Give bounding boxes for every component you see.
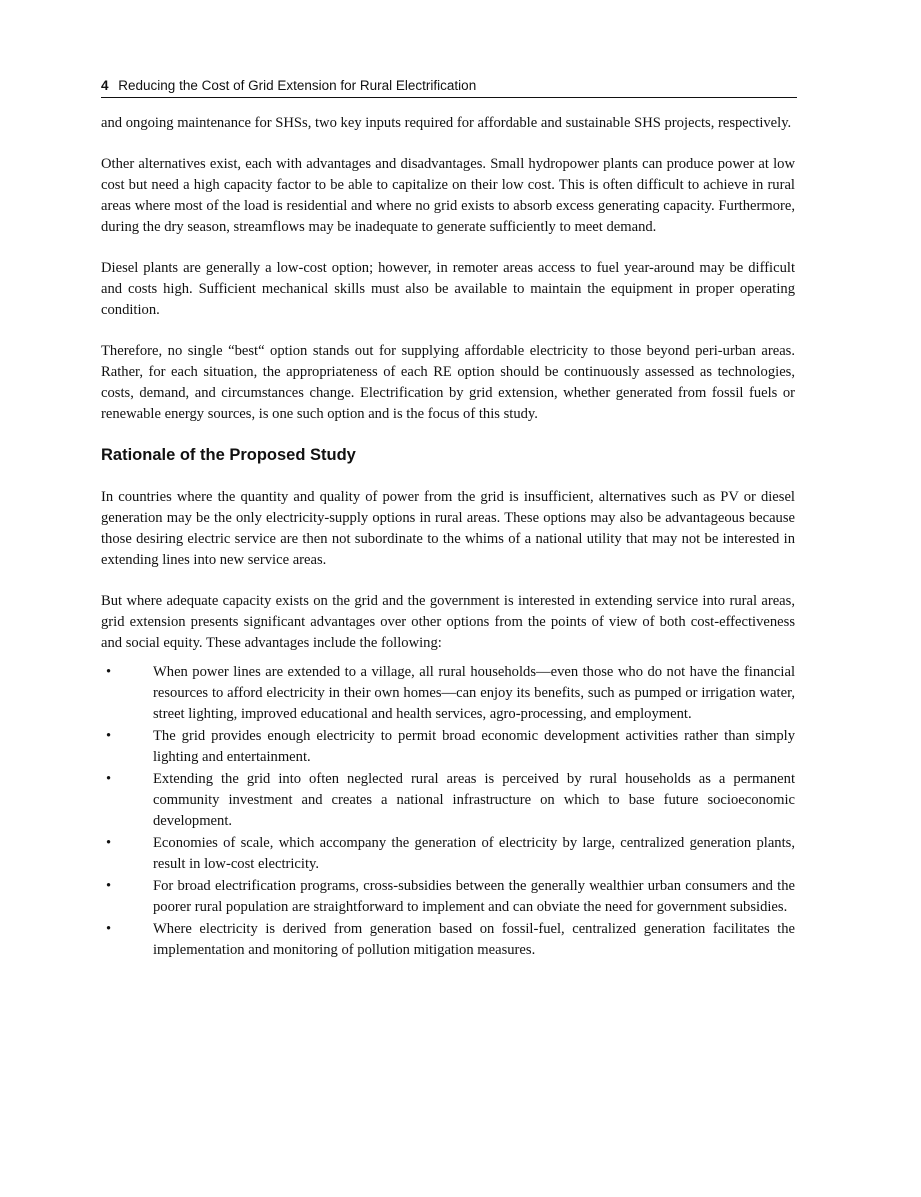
paragraph-insufficient-grid: In countries where the quantity and quality of power from the grid is insufficient, alternatives such as PV or diesel generation may be the only electricity-supply options in rural areas. These options may also be advantageous because those desiring electric service are then not subordinate to the whims of a national utility that may not be interested in extending lines into new service areas. bbox=[101, 489, 795, 568]
bullet-icon: • bbox=[106, 835, 112, 851]
bullet-icon: • bbox=[106, 728, 112, 744]
paragraph-alternatives: Other alternatives exist, each with advantages and disadvantages. Small hydropower plants can produce power at low cost but need a high capacity factor to be able to capitalize on their low cost. This is often difficult to achieve in rural areas where most of the load is residential and where no grid exists to absorb excess generating capacity. Furthermore, during the dry season, streamflows may be inadequate to generate sufficiently to meet demand. bbox=[101, 156, 795, 235]
list-item bbox=[101, 726, 795, 768]
section-heading: Rationale of the Proposed Study bbox=[101, 446, 356, 464]
list-item bbox=[101, 919, 795, 961]
running-title: Reducing the Cost of Grid Extension for Rural Electrification bbox=[118, 78, 477, 93]
list-item bbox=[101, 833, 795, 875]
list-item-text: The grid provides enough electricity to permit broad economic development activities rather than simply lighting and entertainment. bbox=[153, 728, 795, 765]
list-item-text: When power lines are extended to a village, all rural households—even those who do not have the financial resources to afford electricity in their own homes—can enjoy its benefits, such as pumped or irrigation water, street lighting, improved educational and health services, agro-processing, and employment. bbox=[153, 664, 795, 722]
list-item bbox=[101, 769, 795, 832]
bullet-icon: • bbox=[106, 921, 112, 937]
bullet-icon: • bbox=[106, 664, 112, 680]
bullet-icon: • bbox=[106, 771, 112, 787]
running-header bbox=[101, 77, 797, 98]
list-item bbox=[101, 876, 795, 918]
page-number: 4 bbox=[101, 78, 109, 93]
paragraph-diesel: Diesel plants are generally a low-cost option; however, in remoter areas access to fuel year-around may be difficult and costs high. Sufficient mechanical skills must also be available to maintain the equipment in proper operating condition. bbox=[101, 260, 795, 318]
advantages-list bbox=[101, 662, 795, 961]
list-item-text: For broad electrification programs, cross-subsidies between the generally wealthier urban consumers and the poorer rural population are straightforward to implement and can obviate the need for government subsidies. bbox=[153, 878, 795, 915]
body-text bbox=[101, 113, 795, 962]
paragraph-continuation: and ongoing maintenance for SHSs, two key inputs required for affordable and sustainable SHS projects, respectively. bbox=[101, 115, 792, 131]
paragraph-grid-advantages: But where adequate capacity exists on the grid and the government is interested in extending service into rural areas, grid extension presents significant advantages over other options from the points of view of both cost-effectiveness and social equity. These advantages include the following: bbox=[101, 593, 795, 651]
list-item-text: Extending the grid into often neglected rural areas is perceived by rural households as a permanent community investment and creates a national infrastructure on which to base future socioeconomic development. bbox=[153, 771, 795, 829]
bullet-icon: • bbox=[106, 878, 112, 894]
list-item bbox=[101, 662, 795, 725]
list-item-text: Where electricity is derived from generation based on fossil-fuel, centralized generation facilitates the implementation and monitoring of pollution mitigation measures. bbox=[153, 921, 795, 958]
list-item-text: Economies of scale, which accompany the generation of electricity by large, centralized generation plants, result in low-cost electricity. bbox=[153, 835, 795, 872]
paragraph-no-single-option: Therefore, no single “best“ option stands out for supplying affordable electricity to those beyond peri-urban areas. Rather, for each situation, the appropriateness of each RE option should be continuously assessed as technologies, costs, demand, and circumstances change. Electrification by grid extension, whether generated from fossil fuels or renewable energy sources, is one such option and is the focus of this study. bbox=[101, 343, 795, 422]
